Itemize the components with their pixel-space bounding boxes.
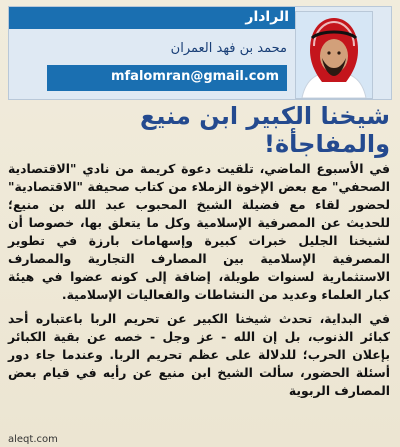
column-header: [8, 6, 392, 100]
article-body: [8, 160, 390, 440]
article-paragraph: في الأسبوع الماضي، تلقيت دعوة كريمة من نادي "الاقتصادية الصحفي" مع بعض الإخوة الزملاء من كتاب صحيفة "الاقتصادية" لحضور لقاء مع فضيلة الشيخ المحبوب عبد الله بن منيع؛ للحديث عن المصرفية الإسلامية وكل ما يتعلق بها، خصوصا أن لشيخنا الجليل خبرات كبيرة وإسهامات بارزة في تطوير المصرفية الإسلامية بين المصارف التجارية والمصارف الاستثمارية لسنوات طويلة، إضافة إلى كونه عضوا في هيئة كبار العلماء وعديد من النشاطات والفعاليات الإسلامية.: [8, 161, 390, 302]
section-bar: [9, 7, 295, 29]
article-paragraph: في البداية، تحدث شيخنا الكبير عن تحريم الربا باعتباره أحد كبائر الذنوب، بل إن الله - عز وجل - خصه عن بقية الكبائر بإعلان الحرب؛ للدلالة على عظم تحريم الربا. وعندما جاء دور أسئلة الحضور، سألت الشيخ ابن منيع عن رأيه في قيام بعض المصارف الربوية: [8, 311, 390, 398]
author-name: محمد بن فهد العمران: [170, 41, 287, 56]
email-bar: [47, 65, 287, 91]
article-headline: شيخنا الكبير ابن منيع والمفاجأة!: [140, 102, 390, 158]
author-email: mfalomran@gmail.com: [110, 69, 279, 84]
source-watermark: aleqt.com: [8, 434, 58, 445]
author-portrait-icon: [296, 12, 372, 98]
author-photo: [295, 11, 373, 99]
section-title: الرادار: [245, 9, 289, 25]
